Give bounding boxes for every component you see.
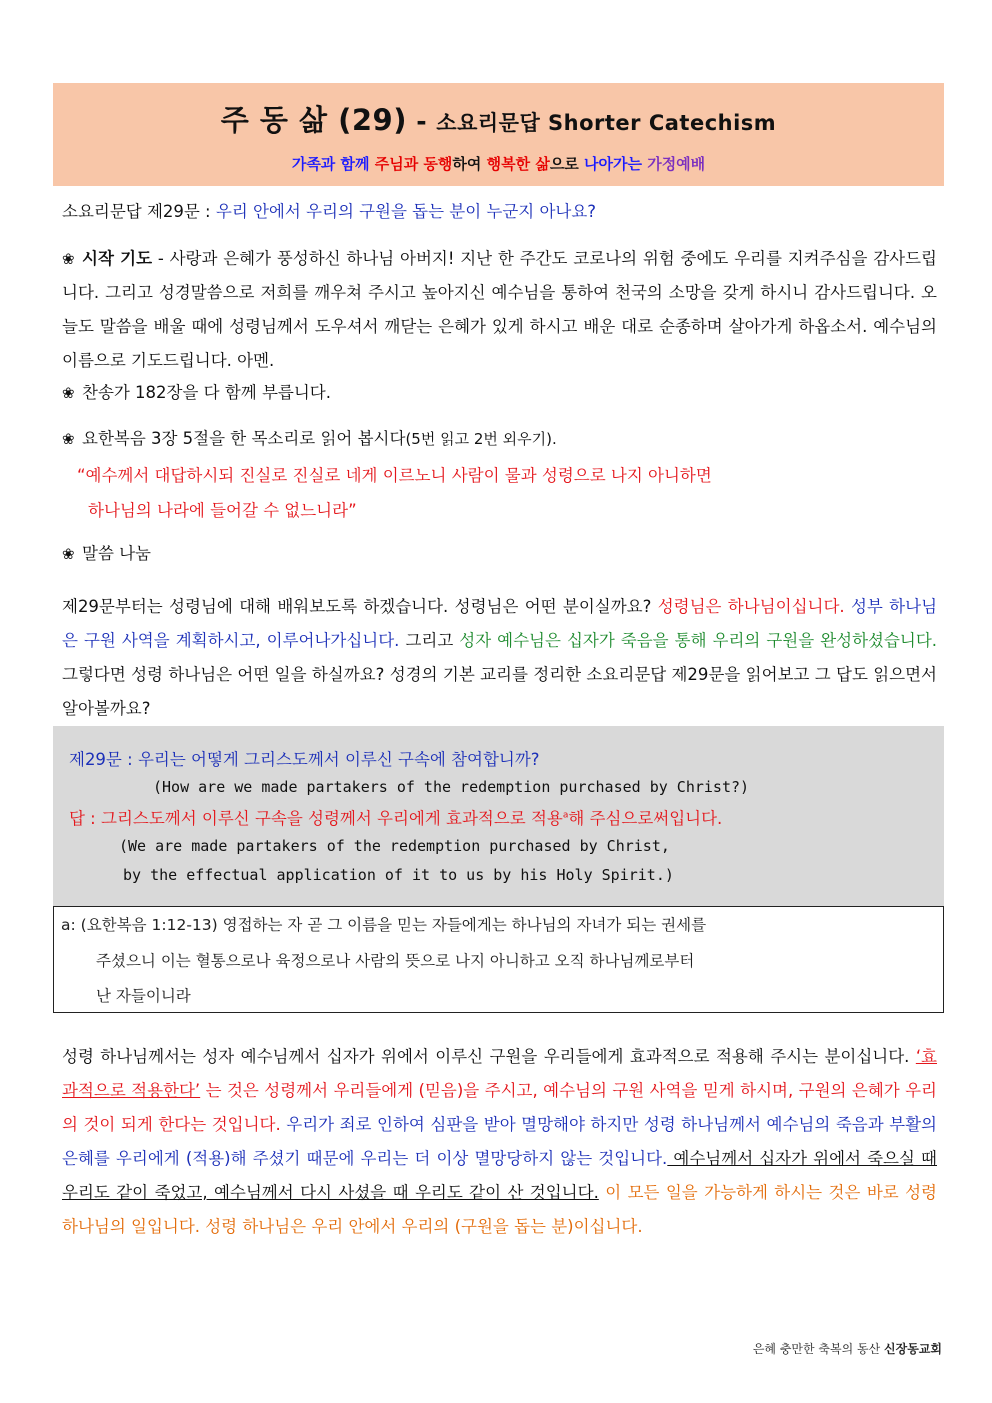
body-paragraph-1: 제29문부터는 성령님에 대해 배워보도록 하겠습니다. 성령님은 어떤 분이실까요? 성령님은 하나님이십니다. 성부 하나님은 구원 사역을 계획하시고, 이루어나가십니다. 그리고 성자 예수님은 십자가 죽음을 통해 우리의 구원을 완성하셨습니다. 그렇다면 성령 하나님은 어떤 일을 하실까요? 성경의 기본 교리를 정리한 소요리문답 제29문을 읽어보고 그 답도 읽으면서 알아볼까요? <box>62 597 938 718</box>
catechism-answer-english-2: by the effectual application of it to us by his Holy Spirit.) <box>123 866 674 884</box>
reference-line-3: 난 자들이니라 <box>96 987 191 1005</box>
flower-bullet-icon: ❀ <box>62 545 75 563</box>
catechism-answer: 답 : 그리스도께서 이루신 구속을 성령께서 우리에게 효과적으로 적용$^a$해 주심으로써입니다. <box>69 809 723 828</box>
catechism-box <box>53 726 944 906</box>
scripture-line: ❀ 요한복음 3장 5절을 한 목소리로 읽어 봅시다(5번 읽고 2번 외우기). <box>62 422 937 456</box>
catechism-question: 제29문 : 우리는 어떻게 그리스도께서 이루신 구속에 참여합니까? <box>69 750 540 769</box>
body-paragraph-2: 성령 하나님께서는 성자 예수님께서 십자가 위에서 이루신 구원을 우리들에게 효과적으로 적용해 주시는 분이십니다. ‘효과적으로 적용한다’ 는 것은 성령께서 우리들에게 (믿음)을 주시고, 예수님의 구원 사역을 믿게 하시며, 구원의 은혜가 우리의 것이 되게 한다는 것입니다. 우리가 죄로 인하여 심판을 받아 멸망해야 하지만 성령 하나님께서 예수님의 죽음과 부활의 은혜를 우리에게 (적용)해 주셨기 때문에 우리는 더 이상 멸망당하지 않는 것입니다. 예수님께서 십자가 위에서 죽으실 때 우리도 같이 죽었고, 예수님께서 다시 사셨을 때 우리도 같이 산 것입니다. 이 모든 일을 가능하게 하시는 것은 바로 성령 하나님의 일입니다. 성령 하나님은 우리 안에서 우리의 (구원을 돕는 분)이십니다. <box>62 1047 937 1236</box>
question-intro: 소요리문답 제29문 : 우리 안에서 우리의 구원을 돕는 분이 누군지 아나요? <box>62 202 597 221</box>
hymn-line: ❀ 찬송가 182장을 다 함께 부릅니다. <box>62 376 937 410</box>
footer-church-name: 은혜 충만한 축복의 동산 신장동교회 <box>752 1342 942 1356</box>
page-subtitle: 가족과 함께 주님과 동행하여 행복한 삶으로 나아가는 가정예배 <box>291 155 706 173</box>
page-title: 주 동 삶 (29) - 소요리문답 Shorter Catechism <box>220 103 777 137</box>
flower-bullet-icon: ❀ <box>62 384 75 402</box>
flower-bullet-icon: ❀ <box>62 250 75 268</box>
scripture-verse-line2: 하나님의 나라에 들어갈 수 없느니라” <box>88 501 357 520</box>
reference-line-2: 주셨으니 이는 혈통으로나 육정으로나 사람의 뜻으로 나지 아니하고 오직 하나님께로부터 <box>96 952 695 970</box>
sharing-line: ❀ 말씀 나눔 <box>62 537 937 571</box>
opening-prayer: ❀ 시작 기도 - 사랑과 은혜가 풍성하신 하나님 아버지! 지난 한 주간도 코로나의 위험 중에도 우리를 지켜주심을 감사드립니다. 그리고 성경말씀으로 저희를 깨우쳐 주시고 높아지신 예수님을 통하여 천국의 소망을 갖게 하시니 감사드립니다. 오늘도 말씀을 배울 때에 성령님께서 도우셔서 깨닫는 은혜가 있게 하시고 배운 대로 순종하며 살아가게 하옵소서. 예수님의 이름으로 기도드립니다. 아멘. <box>62 242 937 378</box>
scripture-reference-box <box>53 906 944 1013</box>
scripture-verse-line1: “예수께서 대답하시되 진실로 진실로 네게 이르노니 사람이 물과 성령으로 나지 아니하면 <box>77 466 712 485</box>
catechism-question-english: (How are we made partakers of the redemption purchased by Christ?) <box>153 778 750 796</box>
reference-line-1: a: (요한복음 1:12-13) 영접하는 자 곧 그 이름을 믿는 자들에게는 하나님의 자녀가 되는 권세를 <box>61 916 707 934</box>
header-banner <box>53 83 944 186</box>
catechism-answer-english-1: (We are made partakers of the redemption purchased by Christ, <box>119 837 670 855</box>
flower-bullet-icon: ❀ <box>62 430 75 448</box>
